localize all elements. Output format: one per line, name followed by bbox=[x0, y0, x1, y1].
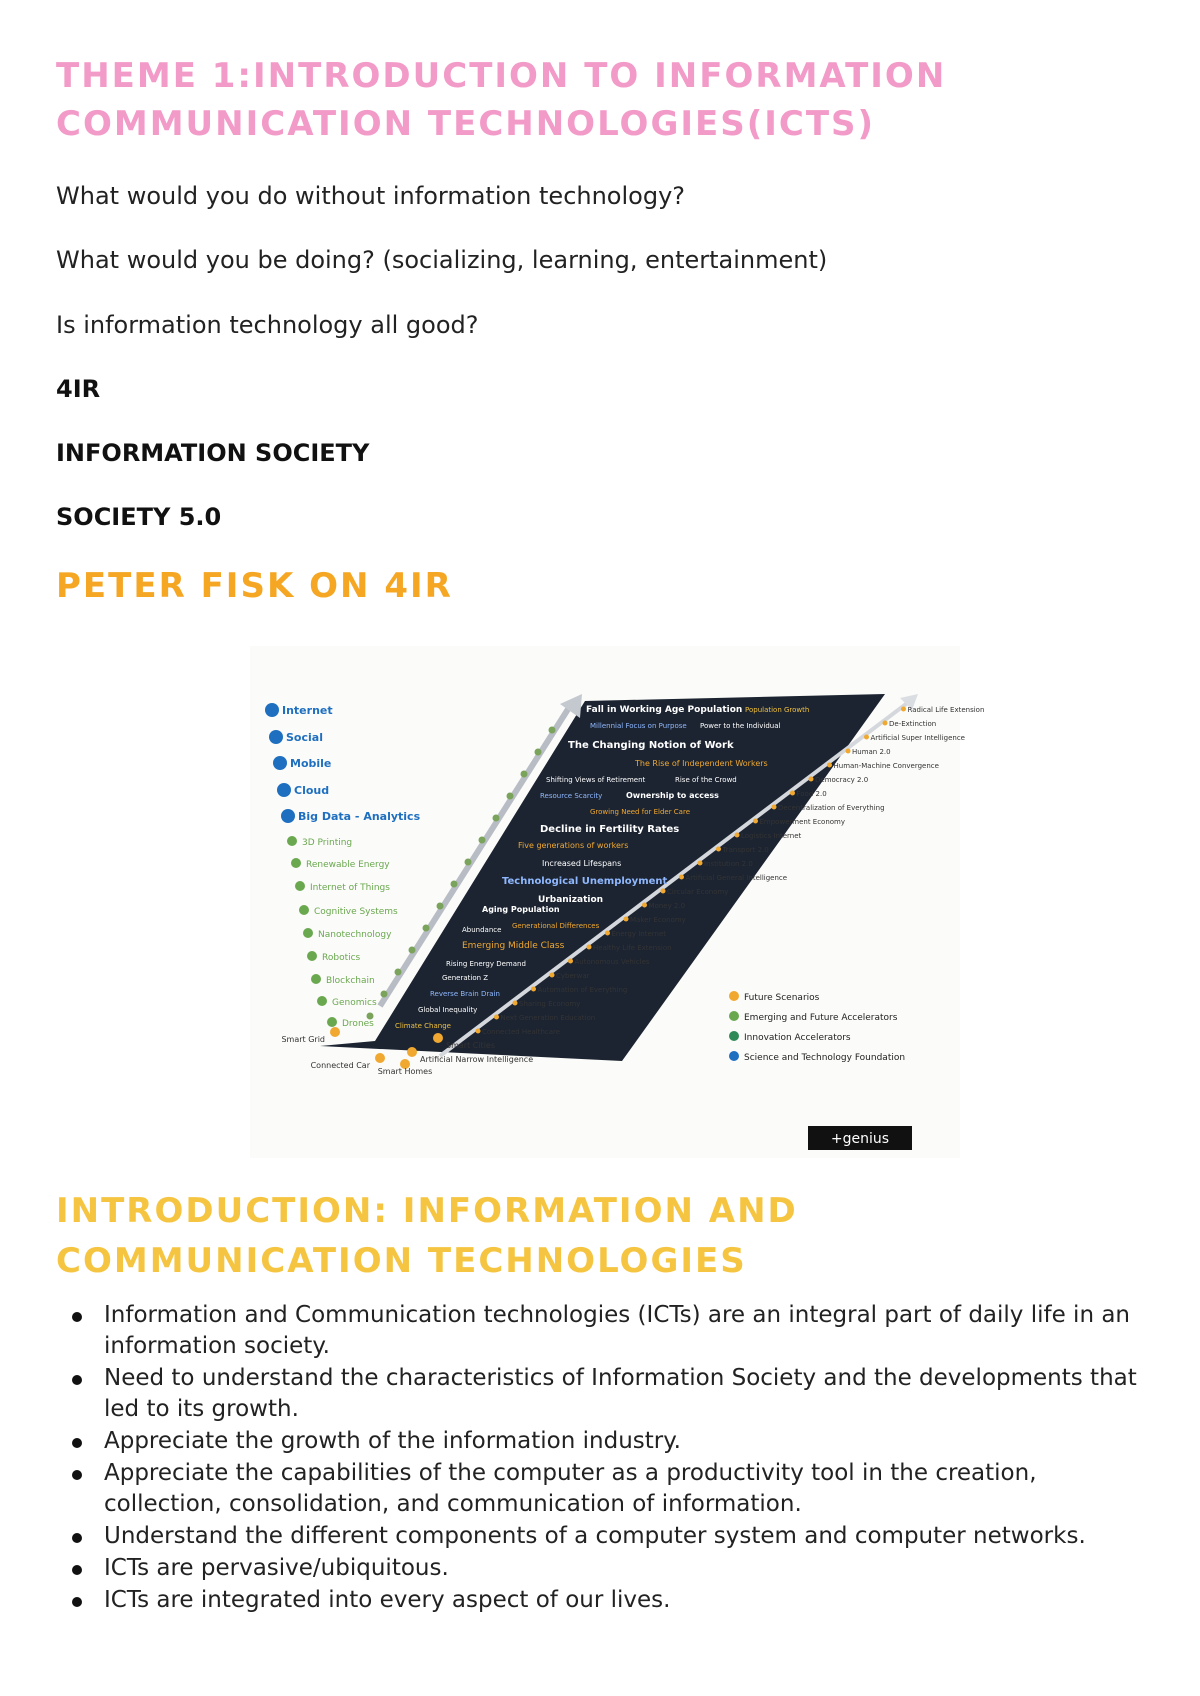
tech-label: Drones bbox=[342, 1019, 374, 1029]
tech-dot bbox=[295, 881, 305, 891]
trend-dot bbox=[493, 815, 500, 822]
scenario-dot bbox=[531, 987, 536, 992]
right-label: Empowerment Economy bbox=[759, 818, 846, 826]
tech-dot bbox=[299, 905, 309, 915]
band-label: Generation Z bbox=[442, 974, 489, 982]
trend-dot bbox=[423, 925, 430, 932]
trend-dot bbox=[549, 727, 556, 734]
band-label: Emerging Middle Class bbox=[462, 941, 565, 951]
right-label: Maker Economy bbox=[630, 916, 686, 924]
band-label: Abundance bbox=[462, 926, 502, 934]
scenario-dot bbox=[827, 763, 832, 768]
band-label: Reverse Brain Drain bbox=[430, 990, 500, 998]
right-label: Logistics Internet bbox=[741, 832, 802, 840]
tech-label: Renewable Energy bbox=[306, 860, 390, 870]
scenario-dot bbox=[407, 1047, 417, 1057]
right-label: Human-Machine Convergence bbox=[833, 762, 939, 770]
bullet-dot-icon bbox=[72, 1312, 82, 1322]
tech-label: Nanotechnology bbox=[318, 930, 392, 940]
band-label: Generational Differences bbox=[512, 922, 600, 930]
tech-dot bbox=[311, 974, 321, 984]
band-label: Five generations of workers bbox=[518, 841, 629, 850]
bullet-list bbox=[56, 1300, 1156, 1617]
bullet-text: Appreciate the capabilities of the computer as a productivity tool in the creation, collection, consolidation, and communication of information. bbox=[104, 1460, 1037, 1517]
band-label: Decline in Fertility Rates bbox=[540, 824, 680, 835]
band-label: Population Growth bbox=[745, 706, 810, 714]
tech-dot bbox=[307, 951, 317, 961]
trend-dot bbox=[507, 793, 514, 800]
right-label: Radical Life Extension bbox=[907, 706, 985, 714]
legend-label: Emerging and Future Accelerators bbox=[744, 1013, 898, 1023]
tech-label: 3D Printing bbox=[302, 838, 353, 848]
bullet-text: Information and Communication technologies (ICTs) are an integral part of daily life in an information society. bbox=[104, 1302, 1131, 1359]
scenario-dot bbox=[772, 805, 777, 810]
band-label: Ownership to access bbox=[626, 791, 719, 800]
fisk-heading: PETER FISK ON 4IR bbox=[56, 566, 453, 606]
bullet-text: Understand the different components of a computer system and computer networks. bbox=[104, 1523, 1086, 1549]
band-label: The Changing Notion of Work bbox=[568, 740, 734, 751]
trend-dot bbox=[395, 969, 402, 976]
legend-swatch bbox=[729, 1031, 739, 1041]
scenario-dot bbox=[735, 833, 740, 838]
legend-label: Science and Technology Foundation bbox=[744, 1053, 906, 1063]
bottom-label: Smart Cities bbox=[446, 1041, 495, 1050]
term-4ir: 4IR bbox=[56, 375, 101, 403]
right-label: Institution 2.0 bbox=[704, 860, 753, 868]
bullet-text: Need to understand the characteristics of Information Society and the developments that led to its growth. bbox=[104, 1365, 1137, 1422]
tech-dot bbox=[287, 836, 297, 846]
scenario-dot bbox=[624, 917, 629, 922]
band-label: Growing Need for Elder Care bbox=[590, 808, 691, 816]
tech-label: Robotics bbox=[322, 953, 361, 963]
trend-dot bbox=[437, 903, 444, 910]
tech-label: Internet of Things bbox=[310, 883, 390, 893]
bottom-label: Smart Grid bbox=[281, 1035, 325, 1044]
legend-swatch bbox=[729, 1051, 739, 1061]
band-label: Fall in Working Age Population bbox=[586, 705, 743, 715]
question-3: Is information technology all good? bbox=[56, 311, 479, 339]
tech-dot bbox=[269, 730, 283, 744]
tech-dot bbox=[265, 703, 279, 717]
bottom-label: Connected Car bbox=[310, 1061, 370, 1070]
right-label: Healthy Life Extension bbox=[593, 944, 672, 952]
bottom-label: Artificial Narrow Intelligence bbox=[420, 1055, 534, 1064]
bullet-dot-icon bbox=[72, 1597, 82, 1607]
band-label: Technological Unemployment bbox=[502, 876, 668, 887]
scenario-dot bbox=[330, 1027, 340, 1037]
brand-label: +genius bbox=[830, 1131, 890, 1147]
bullet-item bbox=[56, 1553, 1156, 1584]
right-label: Connected Healthcare bbox=[482, 1028, 561, 1036]
legend-label: Future Scenarios bbox=[744, 993, 820, 1003]
bullet-dot-icon bbox=[72, 1533, 82, 1543]
right-label: Artificial General Intelligence bbox=[685, 874, 788, 882]
scenario-dot bbox=[605, 931, 610, 936]
bullet-item bbox=[56, 1426, 1156, 1457]
right-label: Autonomous Vehicles bbox=[574, 958, 650, 966]
right-label: Democracy 2.0 bbox=[815, 776, 869, 784]
scenario-dot bbox=[494, 1015, 499, 1020]
bullet-dot-icon bbox=[72, 1565, 82, 1575]
scenario-dot bbox=[513, 1001, 518, 1006]
term-information-society: INFORMATION SOCIETY bbox=[56, 439, 370, 467]
scenario-dot bbox=[901, 707, 906, 712]
scenario-dot bbox=[846, 749, 851, 754]
bottom-label: Smart Homes bbox=[377, 1067, 433, 1076]
tech-label: Internet bbox=[282, 704, 333, 717]
right-label: Money 2.0 bbox=[648, 902, 686, 910]
band-label: The Rise of Independent Workers bbox=[635, 759, 768, 768]
bullet-text: ICTs are integrated into every aspect of our lives. bbox=[104, 1587, 671, 1613]
tech-dot bbox=[317, 996, 327, 1006]
band-label: Resource Scarcity bbox=[540, 792, 603, 800]
legend-label: Innovation Accelerators bbox=[744, 1033, 851, 1043]
theme-title: THEME 1:INTRODUCTION TO INFORMATION COMMUNICATION TECHNOLOGIES(ICTS) bbox=[56, 56, 947, 144]
bullet-text: Appreciate the growth of the information industry. bbox=[104, 1428, 681, 1454]
tech-dot bbox=[291, 858, 301, 868]
question-1: What would you do without information technology? bbox=[56, 182, 686, 210]
tech-dot bbox=[303, 928, 313, 938]
bullet-item bbox=[56, 1521, 1156, 1552]
scenario-dot bbox=[375, 1053, 385, 1063]
trend-dot bbox=[451, 881, 458, 888]
scenario-dot bbox=[864, 735, 869, 740]
tech-label: Genomics bbox=[332, 998, 377, 1008]
scenario-dot bbox=[883, 721, 888, 726]
intro-heading: INTRODUCTION: INFORMATION AND COMMUNICATION TECHNOLOGIES bbox=[56, 1191, 798, 1281]
scenario-dot bbox=[661, 889, 666, 894]
scenario-dot bbox=[642, 903, 647, 908]
scenario-dot bbox=[753, 819, 758, 824]
tech-label: Big Data - Analytics bbox=[298, 810, 421, 823]
tech-dot bbox=[273, 756, 287, 770]
scenario-dot bbox=[587, 945, 592, 950]
band-label: Global Inequality bbox=[418, 1006, 478, 1014]
trend-dot bbox=[479, 837, 486, 844]
right-label: Sharing Economy bbox=[519, 1000, 581, 1008]
bullet-dot-icon bbox=[72, 1438, 82, 1448]
scenario-dot bbox=[790, 791, 795, 796]
right-label: Decentralization of Everything bbox=[778, 804, 885, 812]
band-label: Shifting Views of Retirement bbox=[546, 776, 646, 784]
scenario-dot bbox=[550, 973, 555, 978]
bullet-item bbox=[56, 1363, 1156, 1425]
scenario-dot bbox=[809, 777, 814, 782]
legend-swatch bbox=[729, 1011, 739, 1021]
bullet-item bbox=[56, 1300, 1156, 1362]
bullet-item bbox=[56, 1458, 1156, 1520]
tech-dot bbox=[281, 809, 295, 823]
question-2: What would you be doing? (socializing, learning, entertainment) bbox=[56, 246, 828, 274]
right-label: Transport 2.0 bbox=[722, 846, 769, 854]
bullet-item bbox=[56, 1585, 1156, 1616]
scenario-dot bbox=[476, 1029, 481, 1034]
scenario-dot bbox=[698, 861, 703, 866]
scenario-dot bbox=[679, 875, 684, 880]
tech-dot bbox=[277, 783, 291, 797]
band-label: Urbanization bbox=[538, 895, 604, 905]
band-label: Power to the Individual bbox=[700, 722, 781, 730]
band-label: Climate Change bbox=[395, 1022, 451, 1030]
right-label: Energy Internet bbox=[611, 930, 667, 938]
tech-label: Blockchain bbox=[326, 976, 375, 986]
bullet-text: ICTs are pervasive/ubiquitous. bbox=[104, 1555, 449, 1581]
tech-label: Cognitive Systems bbox=[314, 907, 398, 917]
legend-swatch bbox=[729, 991, 739, 1001]
right-label: Human 2.0 bbox=[852, 748, 891, 756]
right-label: Cyberwar bbox=[556, 972, 590, 980]
tech-dot bbox=[327, 1017, 337, 1027]
diagram-svg bbox=[250, 646, 985, 1158]
trend-dot bbox=[535, 749, 542, 756]
bullet-dot-icon bbox=[72, 1375, 82, 1385]
band-label: Increased Lifespans bbox=[542, 859, 622, 868]
scenario-dot bbox=[568, 959, 573, 964]
trend-dot bbox=[465, 859, 472, 866]
trend-dot bbox=[409, 947, 416, 954]
right-label: Circular Economy bbox=[667, 888, 729, 896]
right-label: De-Extinction bbox=[889, 720, 937, 728]
band-label: Aging Population bbox=[482, 905, 560, 914]
tech-label: Mobile bbox=[290, 757, 332, 770]
scenario-dot bbox=[433, 1033, 443, 1043]
term-society-5: SOCIETY 5.0 bbox=[56, 503, 222, 531]
right-label: Food 2.0 bbox=[796, 790, 827, 798]
tech-label: Cloud bbox=[294, 784, 330, 797]
right-label: Artificial Super Intelligence bbox=[870, 734, 965, 742]
right-label: Automation of Everything bbox=[537, 986, 628, 994]
scenario-dot bbox=[716, 847, 721, 852]
bullet-dot-icon bbox=[72, 1470, 82, 1480]
fourth-industrial-revolution-diagram bbox=[250, 646, 985, 1158]
trend-dot bbox=[381, 991, 388, 998]
right-label: Next Generation Education bbox=[500, 1014, 596, 1022]
tech-label: Social bbox=[286, 731, 323, 744]
band-label: Rising Energy Demand bbox=[446, 960, 526, 968]
trend-dot bbox=[521, 771, 528, 778]
band-label: Rise of the Crowd bbox=[675, 776, 737, 784]
band-label: Millennial Focus on Purpose bbox=[590, 722, 687, 730]
